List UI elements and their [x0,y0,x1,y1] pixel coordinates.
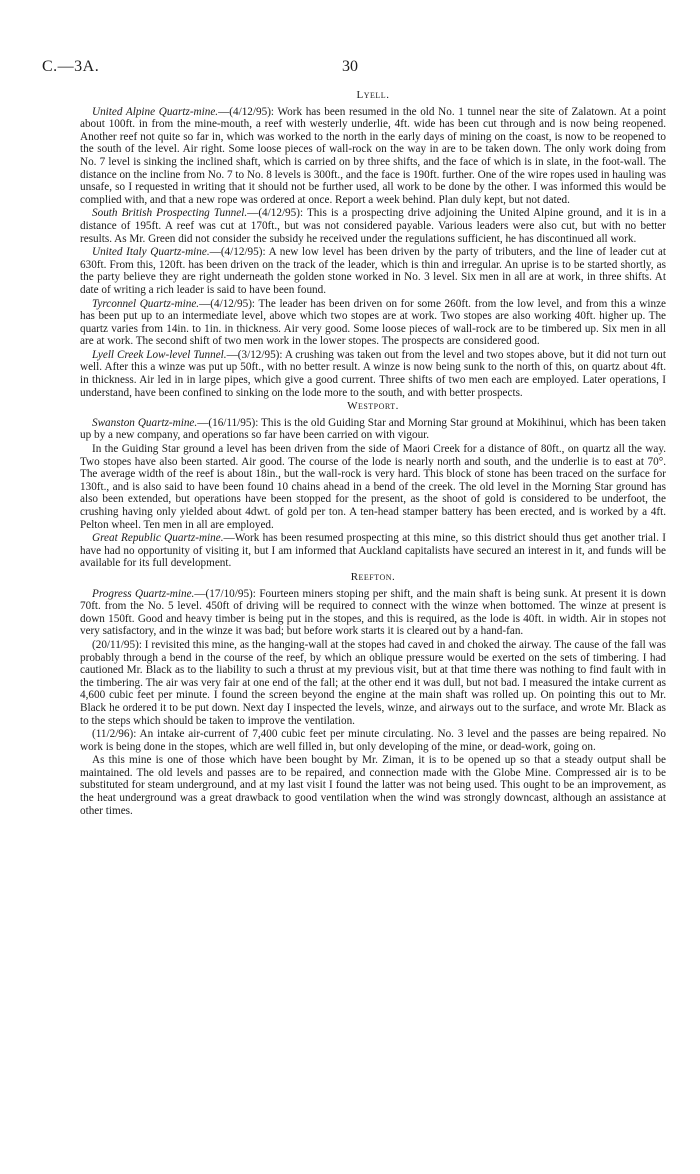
mine-name: Swanston Quartz-mine. [92,416,198,429]
paragraph [80,532,666,570]
mine-name: Lyell Creek Low-level Tunnel. [92,348,227,361]
paragraph [80,588,666,638]
paragraph-text: —Work has been resumed prospecting at this mine, so this district should thus get another trial. I have had no opportunity of visiting it, but I am informed that Auckland capitalists have secured an interest in it, and funds will be available for its full development. [80,532,666,570]
paragraph [80,207,666,245]
paragraph-text: In the Guiding Star ground a level has been driven from the side of Maori Creek for a distance of 80ft., on quartz all the way. Two stopes have also been started. Air good. The course of the lode is nearly north and south, and the underlie is to east at 70°. The average width of the reef is about 18in., but the wall-rock is very hard. This block of stone has been traced on the surface for 130ft., and is also said to have been found 10 chains ahead in a bend of the creek. The old level in the Morning Star ground has also been extended, but operations have been stopped for the present, as the shoot of gold is considered to be underfoot, the crushing having only yielded about 4dwt. of gold per ton. A ten-head stamper battery has been erected, and is worked by a 4ft. Pelton wheel. Ten men in all are employed. [80,443,666,531]
mine-name: Progress Quartz-mine. [92,587,195,600]
paragraph [80,349,666,399]
document-reference: C.—3A. [42,58,100,75]
section-heading-lyell: Lyell. [356,89,390,101]
paragraph [80,106,666,207]
document-body [80,88,666,818]
section-heading-westport: Westport. [347,400,399,413]
mine-name: Tyrconnel Quartz-mine. [92,297,200,310]
paragraph-text: —(4/12/95): This is a prospecting drive adjoining the United Alpine ground, and it is in a distance of 195ft. A reef was cut at 170ft., but was not considered payable. Various leaders were also cut, but with no better results. As Mr. Green did not consider the subsidy he received under the regulations sufficient, he has discontinued all work. [80,207,666,245]
paragraph-text: —(4/12/95): A new low level has been driven by the party of tributers, and the line of leader cut at 630ft. From this, 120ft. has been driven on the track of the leader, which is thin and irregular. An uprise is to be started shortly, as the party believe they are right underneath the golden stone worked in No. 3 level. Six men in all are at work, in three shifts. At date of writing a rich leader is said to have been found. [80,246,666,296]
paragraph-text: —(17/10/95): Fourteen miners stoping per shift, and the main shaft is being sunk. At present it is down 70ft. from the No. 5 level. 450ft of driving will be required to connect with the winze when bottomed. The winze at present is down 150ft. Good and heavy timber is being put in the stopes, and this is required, as the lode is 40ft. in width. Air in stopes not very satisfactory, and in the winze it was bad; but before work starts it is cleared out by a hand-fan. [80,587,666,638]
paragraph-text: (20/11/95): I revisited this mine, as the hanging-wall at the stopes had caved in and choked the airway. The cause of the fall was probably through a bend in the course of the reef, by which an oblique pressure would be exerted on the sets of timbering. I had cautioned Mr. Black as to the liability to such a thrust at my previous visit, but at that time there was nothing to find fault with in the timbering. The air was very fair at one end of the fall; at the other end it was dull, but not bad. I measured the intake current as 4,600 cubic feet per minute. I found the screen beyond the engine at the main shaft was rolled up. On pointing this out to Mr. Black he ordered it to be put down. Next day I inspected the levels, winze, and airways out to the surface, and wrote Mr. Black as to the steps which should be taken to improve the ventilation. [80,638,666,727]
paragraph [80,417,666,442]
paragraph-text: As this mine is one of those which have been bought by Mr. Ziman, it is to be opened up so that a steady output shall be maintained. The old levels and passes are to be repaired, and connection made with the Globe Mine. Compressed air is to be substituted for steam underground, and at my last visit I found the latter was not being used. This ought to be an improvement, as the heat underground was a great drawback to good ventilation when the wind was strongly downcast, although an assistance at other times. [80,754,666,817]
mine-name: South British Prospecting Tunnel. [92,207,248,220]
paragraph-text: —(4/12/95): The leader has been driven on for some 260ft. from the low level, and from this a winze has been put up to an intermediate level, above which two stopes are at work. Two stopes are also working 40ft. higher up. The quartz varies from 14in. to 1in. in thickness. Air very good. Some loose pieces of wall-rock are to be timbered up. Six men in all are at work. The second shift of two men work in the lower stopes. The prospects are considered good. [80,297,667,348]
mine-name: Great Republic Quartz-mine. [92,532,224,545]
page-number: 30 [342,58,358,75]
mine-name: United Alpine Quartz-mine. [92,105,219,118]
paragraph-text: —(16/11/95): This is the old Guiding Star and Morning Star ground at Mokihinui, which has been taken up by a new company, and operations so far have been carried on with vigour. [80,416,667,442]
paragraph [80,754,666,817]
paragraph [80,443,666,531]
mine-name: United Italy Quartz-mine. [92,246,210,259]
paragraph [80,246,666,296]
paragraph-text: —(4/12/95): Work has been resumed in the old No. 1 tunnel near the site of Zalatown. At a point about 100ft. in from the mine-mouth, a reef with westerly underlie, 4ft. wide has been cut through and is now being reopened. Another reef not quite so far in, which was worked to the north in the early days of mining on the coast, is now to be reopened to the south of the level. Air right. Some loose pieces of wall-rock on the way in are to be taken down. The only work doing from No. 7 level is sinking the inclined shaft, which is carried on by three shifts, and the face of which is in slate, in the foot-wall. The distance on the incline from No. 7 to No. 8 levels is 300ft., and the face is 190ft. further. One of the wire ropes used in hauling was unsafe, so I requested in writing that it should not be further used, all work to be done by the other. I was informed this would be complied with, and that a new rope was ordered at once. Report a week behind. Plan duly kept, but not dated. [80,105,666,206]
paragraph-text: —(3/12/95): A crushing was taken out from the level and two stopes above, but it did not turn out well. After this a winze was put up 50ft., with no better result. A winze is now being sunk to the north of this, on quartz about 4ft. in thickness. Air led in in large pipes, which give a good current. Three shifts of two men each are employed. Later operations, I understand, have been confined to sinking on the lode more to the south, and with better prospects. [80,348,666,399]
paragraph [80,728,666,753]
paragraph-text: (11/2/96): An intake air-current of 7,400 cubic feet per minute circulating. No. 3 level and the passes are being repaired. No work is being done in the stopes, which are well filled in, but only developing of the mine, or dead-work, going on. [80,728,666,753]
paragraph [80,298,666,348]
paragraph [80,639,666,727]
section-heading-reefton: Reefton. [350,570,396,583]
